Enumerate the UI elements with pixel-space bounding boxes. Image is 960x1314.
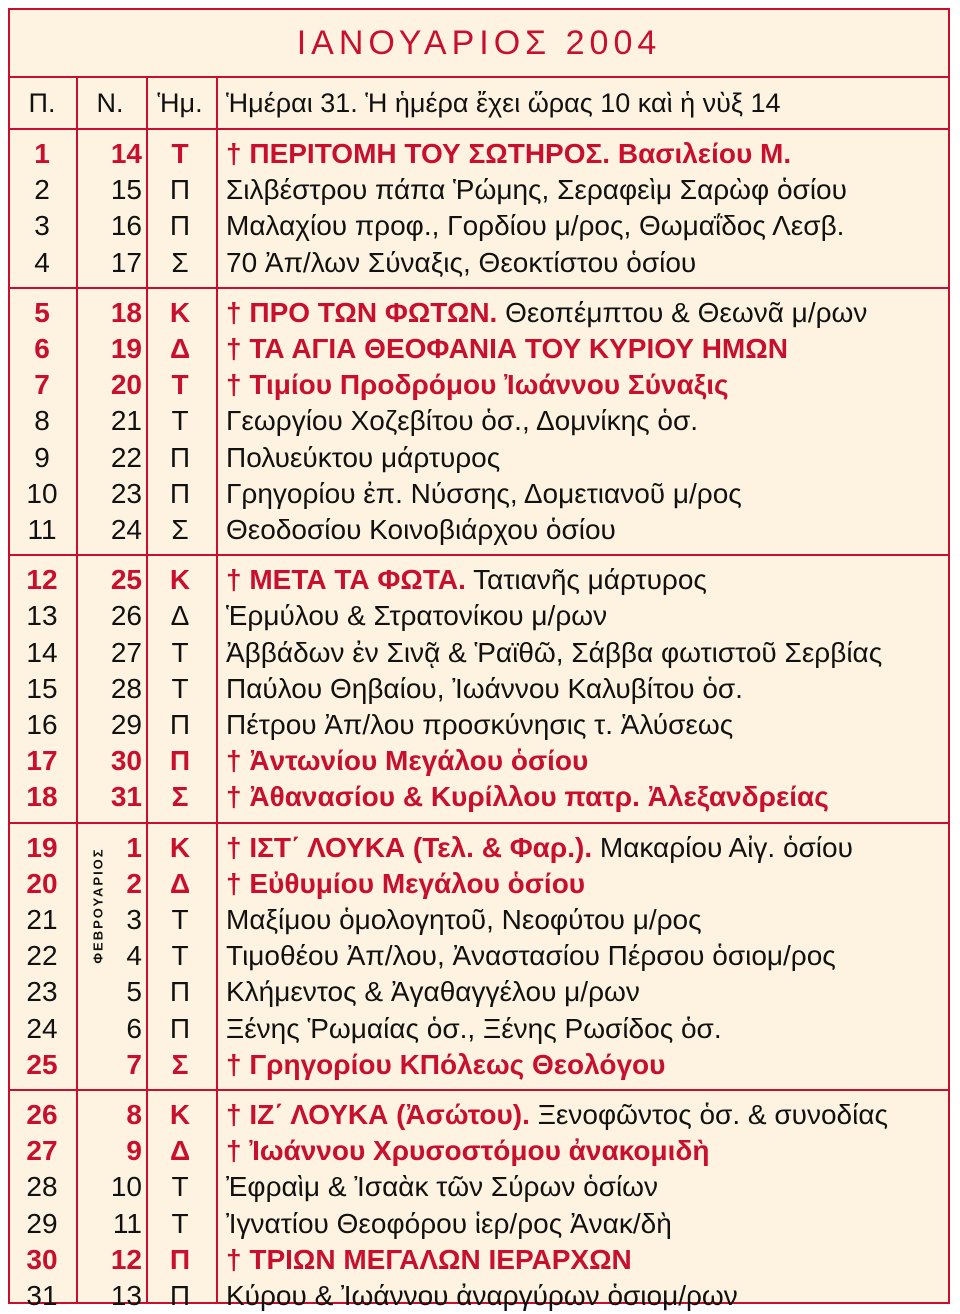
new-style-date: 13 [110,1280,142,1311]
weekday-letter: Π [169,1012,191,1044]
commemoration-text: † Εὐθυμίου Μεγάλου ὁσίου [226,867,586,899]
old-style-date: 8 [34,405,50,437]
weekday-letter: Κ [169,831,191,863]
commemoration-text: † ΜΕΤΑ ΤΑ ΦΩΤΑ. [226,564,466,596]
commemoration-secondary-text: Θεοπέμπτου & Θεωνᾶ μ/ρων [497,296,868,328]
day-row [10,938,948,974]
old-style-date: 26 [26,1099,58,1130]
day-entry [226,1011,722,1047]
old-style-date: 2 [34,174,50,206]
day-entry [226,902,702,938]
commemoration-text: † ΤΑ ΑΓΙΑ ΘΕΟΦΑΝΙΑ ΤΟΥ ΚΥΡΙΟΥ ΗΜΩΝ [226,333,788,364]
weekday-letter: Δ [170,600,190,632]
day-row [10,974,948,1010]
new-style-date: 25 [110,564,142,596]
new-style-date: 5 [126,976,142,1008]
commemoration-secondary-text: Τατιανῆς μάρτυρος [465,564,707,596]
day-row [10,172,948,208]
old-style-date: 7 [34,369,50,401]
commemoration-text: Ἰγνατίου Θεοφόρου ἱερ/ρος Ἀνακ/δὴ [226,1207,672,1239]
commemoration-secondary-text: Ξενοφῶντος ὁσ. & συνοδίας [529,1099,889,1130]
new-style-date: 29 [110,709,142,740]
day-row [10,671,948,707]
commemoration-text: Κλήμεντος & Ἀγαθαγγέλου μ/ρων [226,976,640,1008]
old-style-date: 20 [26,867,58,899]
commemoration-text: Γρηγορίου ἐπ. Νύσσης, Δομετιανοῦ μ/ρος [226,477,742,509]
day-entry [226,866,585,902]
new-style-date: 12 [110,1243,142,1275]
day-row [10,830,948,866]
weekday-letter: Κ [169,1099,191,1130]
day-entry [226,295,867,331]
day-row [10,707,948,743]
weekday-letter: Τ [171,636,189,668]
day-entry [226,245,696,281]
old-style-date: 5 [34,296,50,328]
day-entry [226,598,607,634]
day-entry [226,1047,665,1083]
day-entry [226,562,707,598]
old-style-date: 4 [34,246,50,278]
commemoration-text: Κύρου & Ἰωάννου ἀναργύρων ὁσιομ/ρων [226,1280,738,1311]
weekday-letter: Τ [171,138,189,169]
weekday-letter: Π [169,174,191,206]
new-style-date: 7 [126,1048,142,1080]
weekday-letter: Π [169,210,191,242]
day-row [10,779,948,815]
weekday-letter: Τ [171,672,189,704]
weekday-letter: Σ [171,1048,189,1080]
commemoration-text: † Ἀντωνίου Μεγάλου ὁσίου [226,745,589,777]
day-row [10,1278,948,1314]
new-style-date: 31 [110,781,142,813]
commemoration-text: Μαξίμου ὁμολογητοῦ, Νεοφύτου μ/ρος [226,904,702,935]
new-style-date: 26 [110,600,142,632]
commemoration-text: † ΠΕΡΙΤΟΜΗ ΤΟΥ ΣΩΤΗΡΟΣ. Βασιλείου Μ. [226,138,792,169]
day-entry [226,671,743,707]
day-entry [226,938,836,974]
commemoration-text: Ξένης Ῥωμαίας ὁσ., Ξένης Ρωσίδος ὁσ. [226,1012,722,1044]
commemoration-text: Πολυεύκτου μάρτυρος [226,441,501,473]
day-entry [226,367,729,403]
commemoration-text: Πέτρου Ἀπ/λου προσκύνησις τ. Ἁλύσεως [226,709,734,740]
day-row [10,1169,948,1205]
commemoration-text: 70 Ἀπ/λων Σύναξις, Θεοκτίστου ὁσίου [226,246,697,278]
day-entry [226,1206,672,1242]
commemoration-text: Γεωργίου Χοζεβίτου ὁσ., Δομνίκης ὁσ. [226,405,699,437]
old-style-date: 27 [26,1135,58,1167]
day-entry [226,830,853,866]
new-style-date: 11 [112,1207,142,1239]
weekday-letter: Κ [169,564,191,596]
old-style-date: 11 [27,514,57,545]
day-row [10,562,948,598]
old-style-date: 30 [26,1243,58,1275]
commemoration-text: Θεοδοσίου Κοινοβιάρχου ὁσίου [226,514,616,545]
header-weekday-column: Ἡμ. [157,88,203,118]
day-entry [226,208,844,244]
week-divider [10,287,948,289]
day-row [10,331,948,367]
new-style-date: 15 [110,174,142,206]
week-divider [10,1089,948,1091]
day-entry [226,635,882,671]
weekday-letter: Π [169,709,191,740]
day-row [10,1097,948,1133]
old-style-date: 22 [26,940,58,972]
day-row [10,1242,948,1278]
new-style-date: 17 [110,246,142,278]
commemoration-secondary-text: Μακαρίου Αἰγ. ὁσίου [592,831,853,863]
commemoration-text: Ἑρμύλου & Στρατονίκου μ/ρων [226,600,608,632]
commemoration-text: † ΠΡΟ ΤΩΝ ΦΩΤΩΝ. [226,296,498,328]
new-style-date: 6 [126,1012,142,1044]
day-entry [226,743,588,779]
new-style-date: 28 [110,672,142,704]
weekday-letter: Π [169,745,191,777]
weekday-letter: Δ [169,1135,191,1167]
day-row [10,512,948,548]
header-new-style-column: Ν. [96,88,124,118]
weekday-letter: Τ [171,1207,189,1239]
commemoration-text: Παύλου Θηβαίου, Ἰωάννου Καλυβίτου ὁσ. [226,672,743,704]
day-row [10,1206,948,1242]
weekday-letter: Σ [171,514,189,545]
header-old-style-column: Π. [28,88,56,118]
old-style-date: 25 [26,1048,58,1080]
commemoration-text: † Ἀθανασίου & Κυρίλλου πατρ. Ἀλεξανδρείας [226,781,829,813]
day-row [10,403,948,439]
weekday-letter: Σ [171,246,189,278]
new-style-date: 14 [110,138,142,169]
old-style-date: 10 [26,477,58,509]
commemoration-text: Τιμοθέου Ἀπ/λου, Ἀναστασίου Πέρσου ὁσιομ/ρος [226,940,836,972]
commemoration-text: Μαλαχίου προφ., Γορδίου μ/ρος, Θωμαΐδος Λεσβ. [226,210,845,242]
day-row [10,367,948,403]
old-style-date: 9 [34,441,50,473]
day-entry [226,974,640,1010]
weekday-letter: Π [169,441,191,473]
new-style-date: 2 [126,867,142,899]
old-style-date: 12 [26,564,58,596]
weekday-letter: Τ [171,1171,189,1203]
weekday-letter: Π [169,477,191,509]
old-style-date: 13 [26,600,58,632]
commemoration-text: Ἐφραὶμ & Ἰσαὰκ τῶν Σύρων ὁσίων [226,1171,659,1203]
day-row [10,635,948,671]
day-row [10,136,948,172]
new-style-date: 8 [126,1099,142,1130]
old-style-date: 31 [26,1280,58,1311]
old-style-date: 15 [26,672,58,704]
old-style-date: 18 [26,781,58,813]
new-style-date: 18 [110,296,142,328]
commemoration-text: † Ἰωάννου Χρυσοστόμου ἀνακομιδὴ [226,1135,710,1167]
weekday-letter: Τ [171,405,189,437]
day-entry [226,1133,709,1169]
february-label: ΦΕΒΡΟΥΑΡΙΟΣ [90,847,106,964]
commemoration-text: Ἀββάδων ἐν Σινᾷ & Ῥαϊθῶ, Σάββα φωτιστοῦ Σερβίας [226,636,883,668]
day-row [10,866,948,902]
new-style-date: 23 [110,477,142,509]
old-style-date: 24 [26,1012,58,1044]
day-row [10,476,948,512]
new-style-date: 1 [126,831,142,863]
day-row [10,902,948,938]
old-style-date: 29 [26,1207,58,1239]
day-row [10,743,948,779]
calendar-page [8,8,950,1311]
month-title: ΙΑΝΟΥΑΡΙΟΣ 2004 [10,10,948,78]
commemoration-text: Σιλβέστρου πάπα Ῥώμης, Σεραφεὶμ Σαρὼφ ὁσίου [226,174,847,206]
day-entry [226,1242,632,1278]
day-entry [226,512,616,548]
header-divider [10,128,948,130]
weekday-letter: Π [169,976,191,1008]
old-style-date: 6 [34,333,50,364]
new-style-date: 4 [126,940,142,972]
weekday-letter: Σ [171,781,189,813]
commemoration-text: † Τιμίου Προδρόμου Ἰωάννου Σύναξις [226,369,729,401]
day-entry [226,707,733,743]
day-row [10,1133,948,1169]
day-row [10,1047,948,1083]
weekday-letter: Τ [171,904,189,935]
old-style-date: 21 [26,904,58,935]
week-divider [10,822,948,824]
old-style-date: 19 [26,831,58,863]
day-entry [226,403,698,439]
day-entry [226,1278,738,1314]
new-style-date: 27 [110,636,142,668]
old-style-date: 16 [26,709,58,740]
old-style-date: 1 [34,138,50,169]
day-entry [226,1169,658,1205]
old-style-date: 17 [26,745,58,777]
day-entry [226,331,788,367]
old-style-date: 28 [26,1171,58,1203]
new-style-date: 3 [126,904,142,935]
day-row [10,245,948,281]
new-style-date: 24 [110,514,142,545]
new-style-date: 9 [126,1135,142,1167]
day-row [10,295,948,331]
new-style-date: 22 [110,441,142,473]
new-style-date: 20 [110,369,142,401]
weekday-letter: Τ [171,940,189,972]
day-row [10,598,948,634]
day-row [10,208,948,244]
weekday-letter: Κ [169,296,191,328]
weekday-letter: Δ [169,867,191,899]
new-style-date: 19 [110,333,142,364]
new-style-date: 16 [110,210,142,242]
day-entry [226,779,829,815]
header-month-info: Ἡμέραι 31. Ἡ ἡμέρα ἔχει ὥρας 10 καὶ ἡ νὺξ 14 [226,88,781,118]
day-entry [226,476,742,512]
commemoration-text: † ΙΖ΄ ΛΟΥΚΑ (Ἀσώτου). [226,1099,530,1130]
weekday-letter: Τ [171,369,189,401]
day-entry [226,172,847,208]
old-style-date: 3 [34,210,50,242]
day-row [10,1011,948,1047]
weekday-letter: Π [169,1280,191,1311]
commemoration-text: † ΤΡΙΩΝ ΜΕΓΑΛΩΝ ΙΕΡΑΡΧΩΝ [226,1243,632,1275]
weekday-letter: Δ [169,333,191,364]
commemoration-text: † ΙΣΤ΄ ΛΟΥΚΑ (Τελ. & Φαρ.). [226,831,593,863]
day-entry [226,440,500,476]
week-divider [10,554,948,556]
new-style-date: 10 [110,1171,142,1203]
new-style-date: 30 [110,745,142,777]
day-entry [226,136,791,172]
old-style-date: 14 [26,636,58,668]
weekday-letter: Π [169,1243,191,1275]
old-style-date: 23 [26,976,58,1008]
day-entry [226,1097,888,1133]
new-style-date: 21 [110,405,142,437]
day-row [10,440,948,476]
commemoration-text: † Γρηγορίου ΚΠόλεως Θεολόγου [226,1048,666,1080]
